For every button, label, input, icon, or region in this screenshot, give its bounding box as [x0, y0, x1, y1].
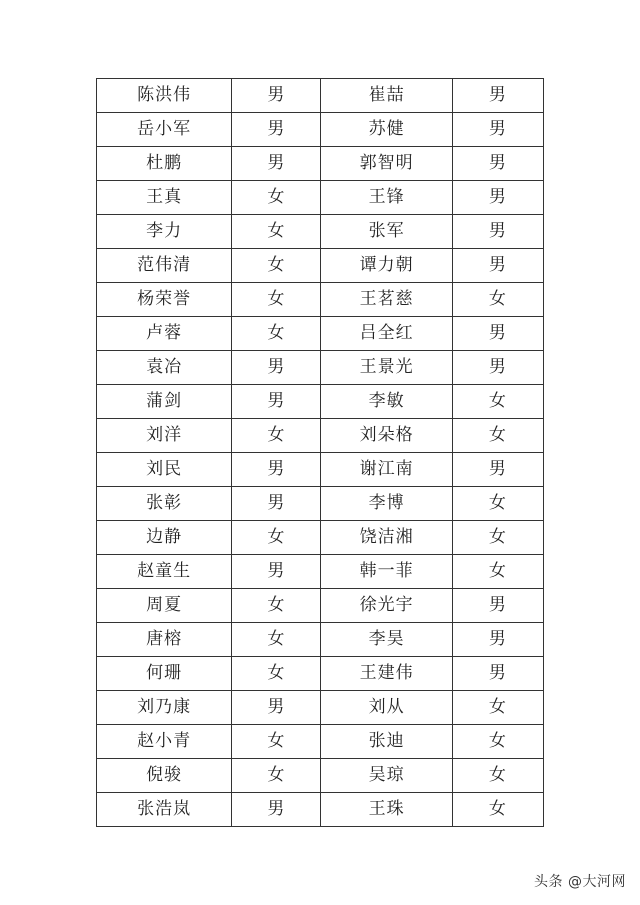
table-row: [97, 249, 544, 283]
gender-cell: 男: [232, 487, 321, 521]
table-row: [97, 283, 544, 317]
gender-cell: 女: [232, 623, 321, 657]
person-name-cell: 张浩岚: [97, 793, 232, 827]
person-name-cell: 蒲剑: [97, 385, 232, 419]
gender-cell: 男: [452, 351, 543, 385]
gender-cell: 男: [232, 385, 321, 419]
table-row: [97, 521, 544, 555]
gender-cell: 女: [452, 759, 543, 793]
table-row: [97, 623, 544, 657]
gender-cell: 女: [452, 385, 543, 419]
table-row: [97, 79, 544, 113]
person-name-cell: 卢蓉: [97, 317, 232, 351]
gender-cell: 女: [232, 419, 321, 453]
gender-cell: 男: [452, 79, 543, 113]
gender-cell: 女: [232, 249, 321, 283]
gender-cell: 女: [452, 555, 543, 589]
gender-cell: 女: [452, 487, 543, 521]
gender-cell: 女: [232, 215, 321, 249]
table-row: [97, 351, 544, 385]
table-row: [97, 113, 544, 147]
person-name-cell: 刘从: [321, 691, 452, 725]
gender-cell: 男: [232, 351, 321, 385]
person-name-cell: 崔喆: [321, 79, 452, 113]
person-name-cell: 王茗慈: [321, 283, 452, 317]
gender-cell: 女: [452, 793, 543, 827]
table-row: [97, 691, 544, 725]
person-name-cell: 张彰: [97, 487, 232, 521]
person-name-cell: 袁冶: [97, 351, 232, 385]
person-name-cell: 谢江南: [321, 453, 452, 487]
person-name-cell: 徐光宇: [321, 589, 452, 623]
gender-cell: 女: [452, 419, 543, 453]
person-name-cell: 李力: [97, 215, 232, 249]
table-row: [97, 147, 544, 181]
gender-cell: 男: [452, 215, 543, 249]
person-name-cell: 陈洪伟: [97, 79, 232, 113]
gender-cell: 男: [452, 453, 543, 487]
person-name-cell: 吴琼: [321, 759, 452, 793]
person-name-cell: 刘民: [97, 453, 232, 487]
gender-cell: 男: [232, 691, 321, 725]
person-name-cell: 郭智明: [321, 147, 452, 181]
table-row: [97, 181, 544, 215]
table-row: [97, 385, 544, 419]
gender-cell: 男: [452, 249, 543, 283]
table-row: [97, 793, 544, 827]
gender-cell: 女: [232, 657, 321, 691]
person-name-cell: 赵小青: [97, 725, 232, 759]
person-name-cell: 杜鹏: [97, 147, 232, 181]
person-name-cell: 谭力朝: [321, 249, 452, 283]
gender-cell: 男: [232, 147, 321, 181]
gender-cell: 男: [232, 79, 321, 113]
gender-cell: 男: [232, 113, 321, 147]
table-row: [97, 759, 544, 793]
gender-cell: 男: [452, 113, 543, 147]
person-name-cell: 唐榕: [97, 623, 232, 657]
gender-cell: 女: [232, 521, 321, 555]
person-name-cell: 王景光: [321, 351, 452, 385]
person-name-cell: 吕全红: [321, 317, 452, 351]
person-name-cell: 赵童生: [97, 555, 232, 589]
person-name-cell: 苏健: [321, 113, 452, 147]
person-name-cell: 边静: [97, 521, 232, 555]
gender-cell: 女: [452, 691, 543, 725]
person-name-cell: 李昊: [321, 623, 452, 657]
table-body: [97, 79, 544, 827]
gender-cell: 女: [232, 725, 321, 759]
gender-cell: 女: [232, 759, 321, 793]
person-name-cell: 刘朵格: [321, 419, 452, 453]
person-name-cell: 李敏: [321, 385, 452, 419]
table-row: [97, 589, 544, 623]
gender-cell: 女: [232, 317, 321, 351]
person-name-cell: 刘洋: [97, 419, 232, 453]
person-name-cell: 何珊: [97, 657, 232, 691]
gender-cell: 男: [232, 793, 321, 827]
person-name-cell: 饶洁湘: [321, 521, 452, 555]
gender-cell: 男: [452, 317, 543, 351]
gender-cell: 女: [452, 725, 543, 759]
gender-cell: 男: [452, 589, 543, 623]
table-row: [97, 725, 544, 759]
table-row: [97, 419, 544, 453]
gender-cell: 女: [232, 181, 321, 215]
person-name-cell: 王建伟: [321, 657, 452, 691]
gender-cell: 女: [232, 589, 321, 623]
table-row: [97, 555, 544, 589]
person-name-cell: 张军: [321, 215, 452, 249]
person-name-cell: 范伟清: [97, 249, 232, 283]
gender-cell: 男: [452, 657, 543, 691]
person-name-cell: 李博: [321, 487, 452, 521]
person-name-cell: 刘乃康: [97, 691, 232, 725]
table-row: [97, 317, 544, 351]
table-row: [97, 215, 544, 249]
gender-cell: 男: [452, 147, 543, 181]
gender-cell: 女: [452, 283, 543, 317]
table-row: [97, 453, 544, 487]
person-name-cell: 周夏: [97, 589, 232, 623]
name-gender-table: [96, 78, 544, 827]
person-name-cell: 杨荣誉: [97, 283, 232, 317]
person-name-cell: 倪骏: [97, 759, 232, 793]
person-name-cell: 张迪: [321, 725, 452, 759]
gender-cell: 男: [232, 555, 321, 589]
gender-cell: 女: [452, 521, 543, 555]
gender-cell: 女: [232, 283, 321, 317]
gender-cell: 男: [232, 453, 321, 487]
watermark-text: 头条 @大河网: [534, 874, 626, 890]
person-name-cell: 王真: [97, 181, 232, 215]
person-name-cell: 岳小军: [97, 113, 232, 147]
table-row: [97, 487, 544, 521]
person-name-cell: 韩一菲: [321, 555, 452, 589]
gender-cell: 男: [452, 623, 543, 657]
person-name-cell: 王珠: [321, 793, 452, 827]
gender-cell: 男: [452, 181, 543, 215]
person-name-cell: 王锋: [321, 181, 452, 215]
table-row: [97, 657, 544, 691]
